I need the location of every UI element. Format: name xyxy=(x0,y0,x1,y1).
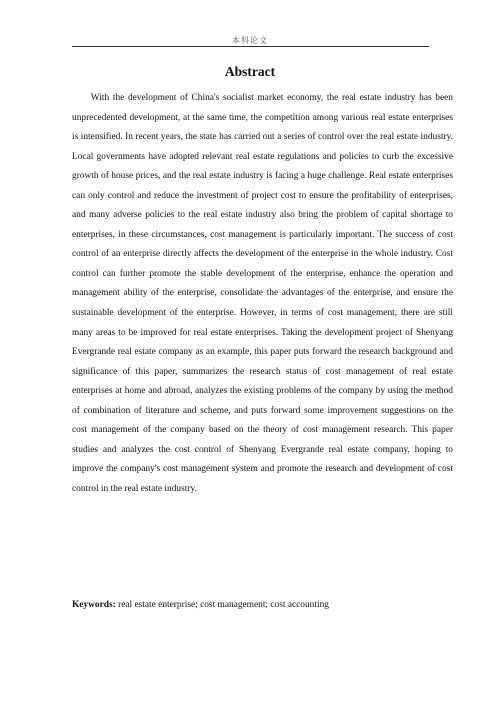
abstract-body xyxy=(72,89,453,499)
running-header: 本科论文 xyxy=(232,36,268,45)
header-rule xyxy=(72,46,429,47)
keywords-text: real estate enterprise; cost management; cost accounting xyxy=(115,600,329,610)
keywords-label: Keywords: xyxy=(72,600,116,610)
abstract-title: Abstract xyxy=(224,64,276,79)
abstract-paragraph: With the development of China's socialist market economy, the real estate industry has been unprecedented development, at the same time, the competition among various real estate enterprises is intensified. In recent years, the state has carried out a series of control over the real estate industry. Local governments have adopted relevant real estate regulations and policies to curb the excessive growth of house prices, and the real estate industry is facing a huge challenge. Real estate enterprises can only control and reduce the investment of project cost to ensure the profitability of enterprises, and many adverse policies to the real estate industry also bring the problem of capital shortage to enterprises, in these circumstances, cost management is particularly important. The success of cost control of an enterprise directly affects the development of the enterprise in the whole industry. Cost control can further promote the stable development of the enterprise, enhance the operation and management ability of the enterprise, consolidate the advantages of the enterprise, and ensure the sustainable development of the enterprise. However, in terms of cost management, there are still many areas to be improved for real estate enterprises. Taking the development project of Shenyang Evergrande real estate company as an example, this paper puts forward the research background and significance of this paper, summarizes the research status of cost management of real estate enterprises at home and abroad, analyzes the existing problems of the company by using the method of combination of literature and scheme, and puts forward some improvement suggestions on the cost management of the company based on the theory of cost management research. This paper studies and analyzes the cost control of Shenyang Evergrande real estate company, hoping to improve the company's cost management system and promote the research and development of cost control in the real estate industry. xyxy=(72,93,453,494)
keywords-line xyxy=(72,598,453,612)
